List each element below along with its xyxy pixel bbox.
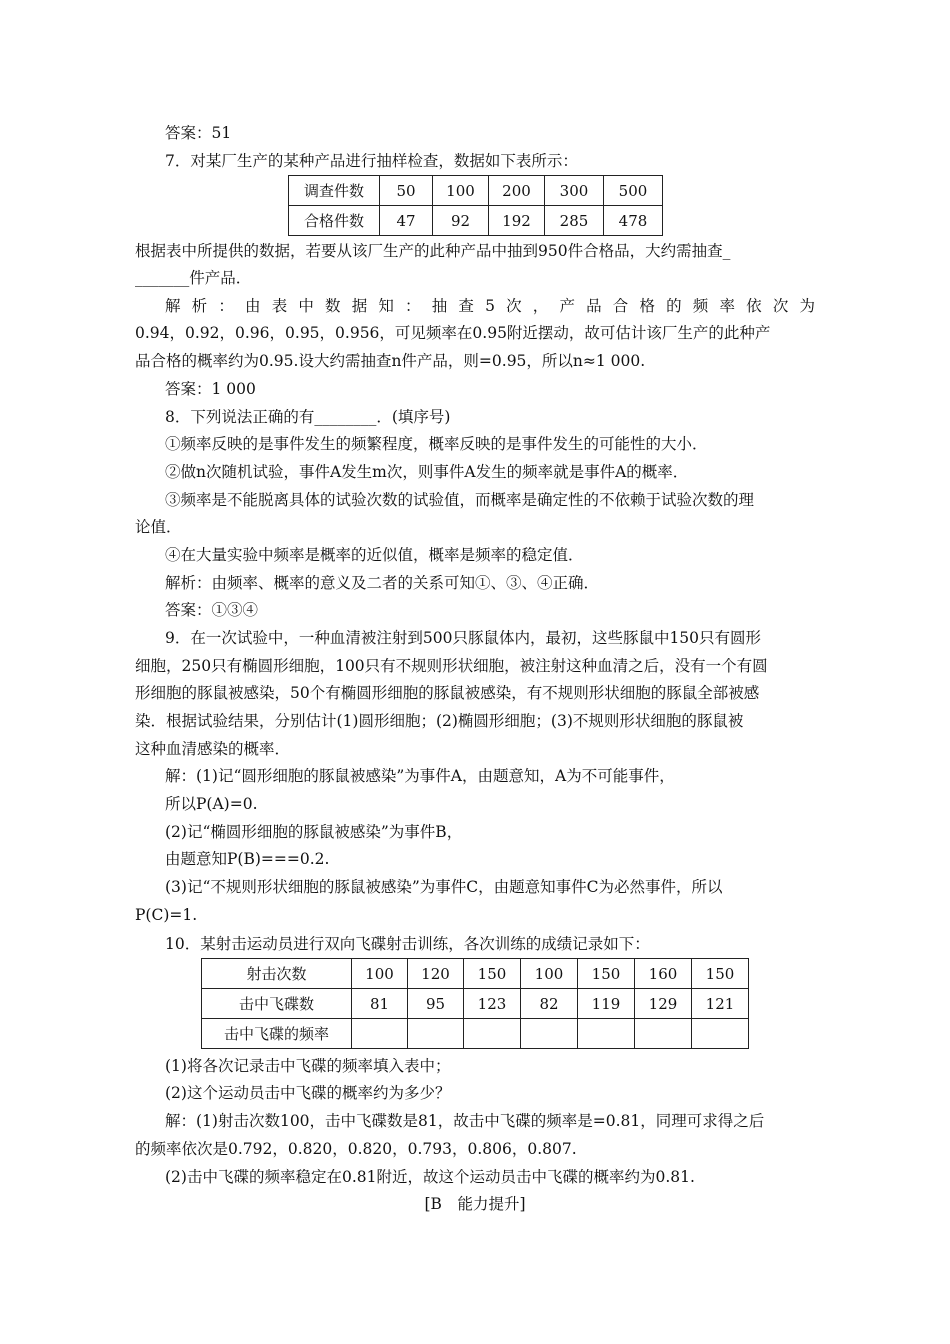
table-cell: 123 (464, 989, 521, 1019)
question-9: 这种血清感染的概率． (135, 740, 291, 758)
solution-10: 的频率依次是0.792，0.820，0.820，0.793，0.806，0.807. (135, 1140, 577, 1158)
solution-9: 由题意知P(B)===0.2. (165, 850, 330, 868)
table-cell: 82 (521, 989, 578, 1019)
table-cell: 击中飞碟数 (202, 989, 352, 1019)
table-row (202, 1019, 749, 1049)
table-cell: 81 (352, 989, 408, 1019)
option-2: ②做n次随机试验，事件A发生m次，则事件A发生的频率就是事件A的概率． (165, 463, 689, 481)
table-cell: 95 (408, 989, 464, 1019)
table-cell: 478 (604, 206, 663, 236)
table-row (202, 959, 749, 989)
table-cell: 150 (464, 959, 521, 989)
table-cell (464, 1019, 521, 1049)
solution-10: (2)击中飞碟的频率稳定在0.81附近，故这个运动员击中飞碟的概率约为0.81. (165, 1168, 695, 1186)
table-cell: 92 (433, 206, 489, 236)
table-row (289, 176, 663, 206)
table-cell: 285 (545, 206, 604, 236)
analysis-7: 品合格的概率约为0.95.设大约需抽查n件产品，则=0.95，所以n≈1 000. (135, 352, 646, 370)
table-cell: 129 (635, 989, 692, 1019)
question-10-part-1: (1)将各次记录击中飞碟的频率填入表中； (165, 1057, 451, 1075)
section-heading: [B 能力提升] (424, 1195, 526, 1213)
question-8: 8．下列说法正确的有________．(填序号) (165, 408, 451, 426)
analysis-7: 0.94，0.92，0.96，0.95，0.956，可见频率在0.95附近摆动，故可估计该厂生产的此种产 (135, 324, 771, 342)
table-cell: 120 (408, 959, 464, 989)
question-9: 形细胞的豚鼠被感染，50个有椭圆形细胞的豚鼠被感染，有不规则形状细胞的豚鼠全部被感 (135, 684, 760, 702)
table-cell (692, 1019, 749, 1049)
table-cell (635, 1019, 692, 1049)
table-cell (578, 1019, 635, 1049)
table-cell: 50 (380, 176, 433, 206)
shooting-table (201, 958, 749, 1049)
table-cell: 100 (352, 959, 408, 989)
table-row (202, 989, 749, 1019)
question-9: 9．在一次试验中，一种血清被注射到500只豚鼠体内，最初，这些豚鼠中150只有圆形 (165, 629, 762, 647)
table-cell: 射击次数 (202, 959, 352, 989)
table-cell: 150 (692, 959, 749, 989)
option-1: ①频率反映的是事件发生的频繁程度，概率反映的是事件发生的可能性的大小． (165, 435, 708, 453)
table-cell: 119 (578, 989, 635, 1019)
analysis-7: 解析：由表中数据知：抽查5次，产品合格的频率依次为 (165, 297, 815, 315)
question-7: 7．对某厂生产的某种产品进行抽样检查，数据如下表所示： (165, 152, 578, 170)
question-10: 10．某射击运动员进行双向飞碟射击训练，各次训练的成绩记录如下： (165, 935, 650, 953)
option-3: 论值． (135, 518, 182, 536)
table-cell: 192 (489, 206, 545, 236)
table-cell: 47 (380, 206, 433, 236)
table-cell: 300 (545, 176, 604, 206)
answer-6: 答案：51 (165, 124, 232, 142)
table-cell (521, 1019, 578, 1049)
solution-9: 所以P(A)=0. (165, 795, 258, 813)
question-7-text: 根据表中所提供的数据，若要从该厂生产的此种产品中抽到950件合格品，大约需抽查_ (135, 242, 731, 260)
solution-9: (3)记“不规则形状细胞的豚鼠被感染”为事件C，由题意知事件C为必然事件，所以 (165, 878, 723, 896)
solution-9: P(C)=1. (135, 906, 198, 924)
table-cell: 调查件数 (289, 176, 380, 206)
table-cell: 合格件数 (289, 206, 380, 236)
question-9: 细胞，250只有椭圆形细胞，100只有不规则形状细胞，被注射这种血清之后，没有一个有圆 (135, 657, 768, 675)
solution-9: (2)记“椭圆形细胞的豚鼠被感染”为事件B， (165, 823, 463, 841)
option-3: ③频率是不能脱离具体的试验次数的试验值，而概率是确定性的不依赖于试验次数的理 (165, 491, 755, 509)
table-row (289, 206, 663, 236)
table-cell: 160 (635, 959, 692, 989)
inspection-table (288, 175, 663, 236)
table-cell (408, 1019, 464, 1049)
question-7-text: _______件产品． (135, 269, 252, 287)
table-cell: 121 (692, 989, 749, 1019)
table-cell: 500 (604, 176, 663, 206)
table-cell: 200 (489, 176, 545, 206)
table-cell (352, 1019, 408, 1049)
question-9: 染．根据试验结果，分别估计(1)圆形细胞；(2)椭圆形细胞；(3)不规则形状细胞的豚鼠被 (135, 712, 744, 730)
answer-7: 答案：1 000 (165, 380, 256, 398)
option-4: ④在大量实验中频率是概率的近似值，概率是频率的稳定值． (165, 546, 584, 564)
solution-10: 解：(1)射击次数100，击中飞碟数是81，故击中飞碟的频率是=0.81，同理可求得之后 (165, 1112, 765, 1130)
solution-9: 解：(1)记“圆形细胞的豚鼠被感染”为事件A，由题意知，A为不可能事件， (165, 767, 675, 785)
analysis-8: 解析：由频率、概率的意义及二者的关系可知①、③、④正确． (165, 574, 600, 592)
table-cell: 100 (433, 176, 489, 206)
table-cell: 100 (521, 959, 578, 989)
table-cell: 击中飞碟的频率 (202, 1019, 352, 1049)
table-cell: 150 (578, 959, 635, 989)
question-10-part-2: (2)这个运动员击中飞碟的概率约为多少？ (165, 1084, 451, 1102)
answer-8: 答案：①③④ (165, 601, 259, 619)
